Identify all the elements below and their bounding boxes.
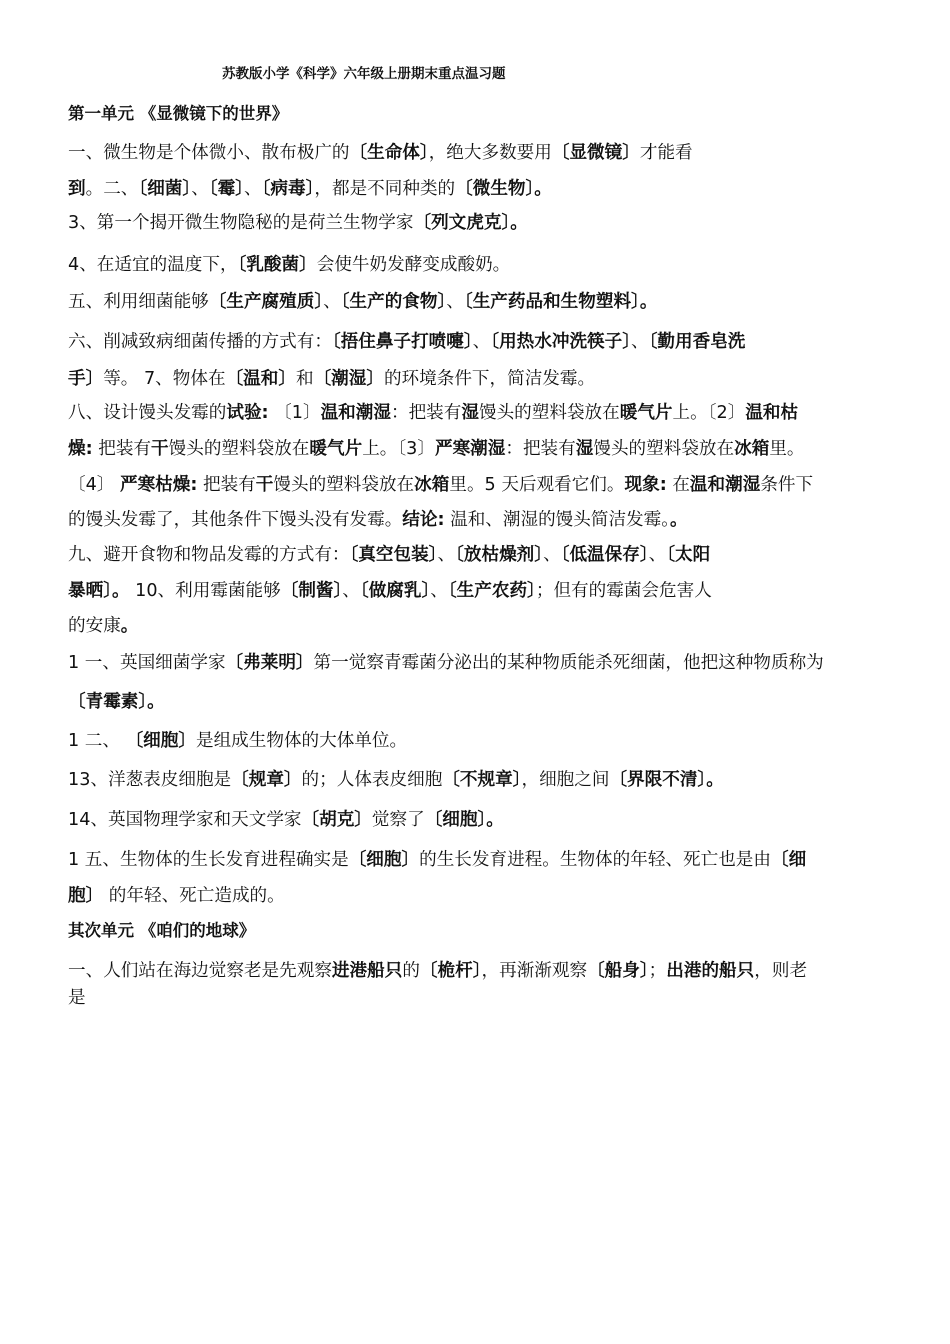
bold-text: 〔生产的食物〕 [340, 292, 447, 312]
bold-text: 〔低温保存〕 [560, 545, 649, 565]
text-line [68, 543, 710, 567]
text-run: 五、利用细菌能够 [68, 292, 209, 312]
text-run: 3、第一个揭开微生物隐秘的是荷兰生物学家 [68, 213, 414, 233]
bold-text: 结论: [402, 510, 445, 530]
bold-text: 〔细胞〕 [125, 731, 196, 751]
text-line [68, 848, 806, 872]
section-heading [68, 919, 255, 943]
text-run: 在 [666, 475, 690, 495]
text-run: 、 [543, 545, 561, 565]
bold-text: 〔青霉素〕。 [68, 692, 165, 712]
text-line [68, 959, 807, 983]
text-run: 1 二、 [68, 731, 126, 751]
text-line [68, 768, 724, 792]
document-title: 苏教版小学《科学》六年级上册期末重点温习题 [222, 66, 506, 82]
bold-text: 暴晒〕。 [68, 581, 130, 601]
bold-text: 〔生产腐殖质〕 [208, 292, 324, 312]
text-run: 馒头的塑料袋放在 [593, 439, 735, 459]
text-run: 一、微生物是个体微小、散布极广的 [68, 143, 350, 163]
bold-text: 〔细胞〕 [348, 850, 420, 870]
text-run: 温和、潮湿的馒头简洁发霉。 [444, 510, 671, 530]
bold-text: 〔做腐乳〕 [359, 581, 431, 601]
bold-text: 〔生产药品和生物塑料〕。 [463, 292, 658, 312]
text-line [68, 211, 528, 235]
text-run: 的馒头发霉了，其他条件下馒头没有发霉。 [68, 510, 403, 530]
text-run: 的安康 [68, 616, 121, 636]
bold-text: 燥: [68, 439, 93, 459]
text-line [68, 401, 798, 425]
bold-text: 〔太阳 [666, 545, 711, 565]
text-run: 九、避开食物和物品发霉的方式有： [68, 545, 350, 565]
text-run: 是组成生物体的大体单位。 [195, 731, 408, 751]
bold-text: 〔船身〕 [587, 961, 649, 981]
bold-text: 暖气片 [619, 403, 673, 423]
bold-text: 〔显微镜〕 [551, 143, 640, 163]
bold-text: 〔弗莱明〕 [225, 653, 314, 673]
text-run: 〔1〕 [268, 403, 321, 423]
text-run: 。二、 [85, 179, 139, 199]
text-line [68, 177, 552, 201]
text-run: 是 [68, 988, 86, 1008]
text-run: 觉察了 [371, 810, 425, 830]
bold-text: 严寒潮湿 [434, 439, 506, 459]
bold-text: 温和枯 [745, 403, 799, 423]
bold-text: 〔放枯燥剂〕 [455, 545, 544, 565]
bold-text: 〔病毒〕 [261, 179, 315, 199]
text-run: 、 [430, 581, 448, 601]
text-run: 里。5 天后观看它们。 [449, 475, 625, 495]
text-run: 1 一、英国细菌学家 [68, 653, 226, 673]
bold-text: 胞〕 [68, 886, 104, 906]
text-run: 上。〔3〕 [362, 439, 435, 459]
text-run: ，都是不同种类的 [314, 179, 456, 199]
bold-text: 〔勤用香皂洗 [648, 332, 746, 352]
bold-text: 现象: [624, 475, 667, 495]
bold-text: 〔真空包装〕 [349, 545, 438, 565]
bold-text: 第一单元 《显微镜下的世界》 [68, 104, 289, 123]
text-run: 13、洋葱表皮细胞是 [68, 770, 232, 790]
text-run: 馒头的塑料袋放在 [478, 403, 620, 423]
text-line [68, 141, 693, 165]
bold-text: 〔不规章〕 [442, 770, 522, 790]
bold-text: 〔列文虎克〕。 [413, 213, 528, 233]
text-run: 4、在适宜的温度下， [68, 255, 238, 275]
bold-text: 〔桅杆〕 [419, 961, 482, 981]
text-run: ：把装有 [390, 403, 462, 423]
text-run: 、 [437, 545, 456, 565]
text-run: 才能看 [639, 143, 693, 163]
text-run: 、 [243, 179, 262, 199]
bold-text: 到 [68, 179, 86, 199]
bold-text: 〔用热水冲洗筷子〕 [490, 332, 632, 352]
text-run: 一、人们站在海边觉察老是先观察 [68, 961, 332, 981]
bold-text: 严寒枯燥: [119, 475, 198, 495]
text-run: 〔4〕 [68, 475, 120, 495]
bold-text: 〔生命体〕 [349, 143, 429, 163]
bold-text: 出港的船只 [666, 961, 755, 981]
text-run: 把装有 [197, 475, 256, 495]
text-run: ，细胞之间 [521, 770, 610, 790]
text-run: 上。〔2〕 [672, 403, 746, 423]
text-run: ； [648, 961, 667, 981]
bold-text: 〔温和〕 [225, 369, 296, 389]
section-heading [68, 102, 288, 126]
text-run: 的环境条件下，简洁发霉。 [383, 369, 596, 389]
bold-text: 〔微生物〕。 [455, 179, 552, 199]
text-run: 里。 [769, 439, 805, 459]
text-run: 八、设计馒头发霉的 [68, 403, 227, 423]
text-run: 等。 7、物体在 [103, 369, 226, 389]
text-run: 会使牛奶发酵变成酸奶。 [316, 255, 511, 275]
bold-text: 〔制酱〕 [280, 581, 343, 601]
text-run: 条件下 [760, 475, 814, 495]
text-line [68, 253, 510, 277]
text-line [68, 473, 813, 497]
text-run: 的生长发育进程。生物体的年轻、死亡也是由 [419, 850, 771, 870]
text-line [68, 330, 745, 354]
text-line [68, 290, 657, 314]
text-run: 馒头的塑料袋放在 [273, 475, 415, 495]
bold-text: 。 [120, 616, 139, 636]
text-run: ；但有的霉菌会危害人 [535, 581, 712, 601]
text-run: 的；人体表皮细胞 [301, 770, 443, 790]
bold-text: 。 [670, 510, 688, 530]
text-run: 、 [648, 545, 667, 565]
text-run: 、 [323, 292, 341, 312]
text-line [68, 729, 407, 753]
text-run: 、 [446, 292, 464, 312]
text-line [68, 690, 165, 714]
bold-text: 冰箱 [734, 439, 770, 459]
bold-text: 〔细 [770, 850, 807, 870]
bold-text: 〔霉〕 [208, 179, 244, 199]
text-line [68, 651, 824, 675]
text-run: 的 [402, 961, 420, 981]
text-run: 六、削减致病细菌传播的方式有： [68, 332, 332, 352]
text-line [68, 808, 504, 832]
text-line [68, 579, 712, 603]
text-run: 把装有 [92, 439, 152, 459]
bold-text: 进港船只 [331, 961, 403, 981]
bold-text: 温和潮湿 [689, 475, 761, 495]
text-run: 、 [191, 179, 209, 199]
bold-text: 〔细菌〕 [138, 179, 192, 199]
text-run: 10、利用霉菌能够 [129, 581, 281, 601]
text-run: 14、英国物理学家和天文学家 [68, 810, 302, 830]
bold-text: 湿 [461, 403, 479, 423]
bold-text: 干 [151, 439, 169, 459]
text-run: 和 [295, 369, 314, 389]
bold-text: 试验: [226, 403, 269, 423]
text-run: 、 [342, 581, 360, 601]
bold-text: 湿 [575, 439, 594, 459]
text-run: 、 [472, 332, 491, 352]
text-line [68, 884, 285, 908]
text-line [68, 614, 138, 638]
text-run: 的年轻、死亡造成的。 [103, 886, 285, 906]
text-run: 第一觉察青霉菌分泌出的某种物质能杀死细菌，他把这种物质称为 [313, 653, 824, 673]
text-run: ，绝大多数要用 [428, 143, 552, 163]
bold-text: 干 [255, 475, 274, 495]
text-run: ，则老 [754, 961, 808, 981]
bold-text: 〔生产农药〕 [447, 581, 536, 601]
text-run: ：把装有 [505, 439, 576, 459]
text-run: 、 [631, 332, 649, 352]
text-run: 馒头的塑料袋放在 [168, 439, 310, 459]
bold-text: 其次单元 《咱们的地球》 [68, 921, 256, 940]
bold-text: 〔界限不清〕。 [609, 770, 724, 790]
bold-text: 〔细胞〕。 [424, 810, 504, 830]
bold-text: 冰箱 [414, 475, 450, 495]
bold-text: 〔乳酸菌〕 [237, 255, 317, 275]
bold-text: 温和潮湿 [320, 403, 391, 423]
bold-text: 手〕 [68, 369, 104, 389]
text-line [68, 508, 688, 532]
bold-text: 〔捂住鼻子打喷嚏〕 [331, 332, 473, 352]
bold-text: 〔胡克〕 [301, 810, 372, 830]
text-line [68, 367, 595, 391]
bold-text: 暖气片 [309, 439, 363, 459]
text-run: ，再渐渐观察 [481, 961, 588, 981]
bold-text: 〔潮湿〕 [313, 369, 384, 389]
text-run: 1 五、生物体的生长发育进程确实是 [68, 850, 349, 870]
bold-text: 〔规章〕 [231, 770, 302, 790]
text-line [68, 437, 805, 461]
text-line [68, 986, 86, 1010]
